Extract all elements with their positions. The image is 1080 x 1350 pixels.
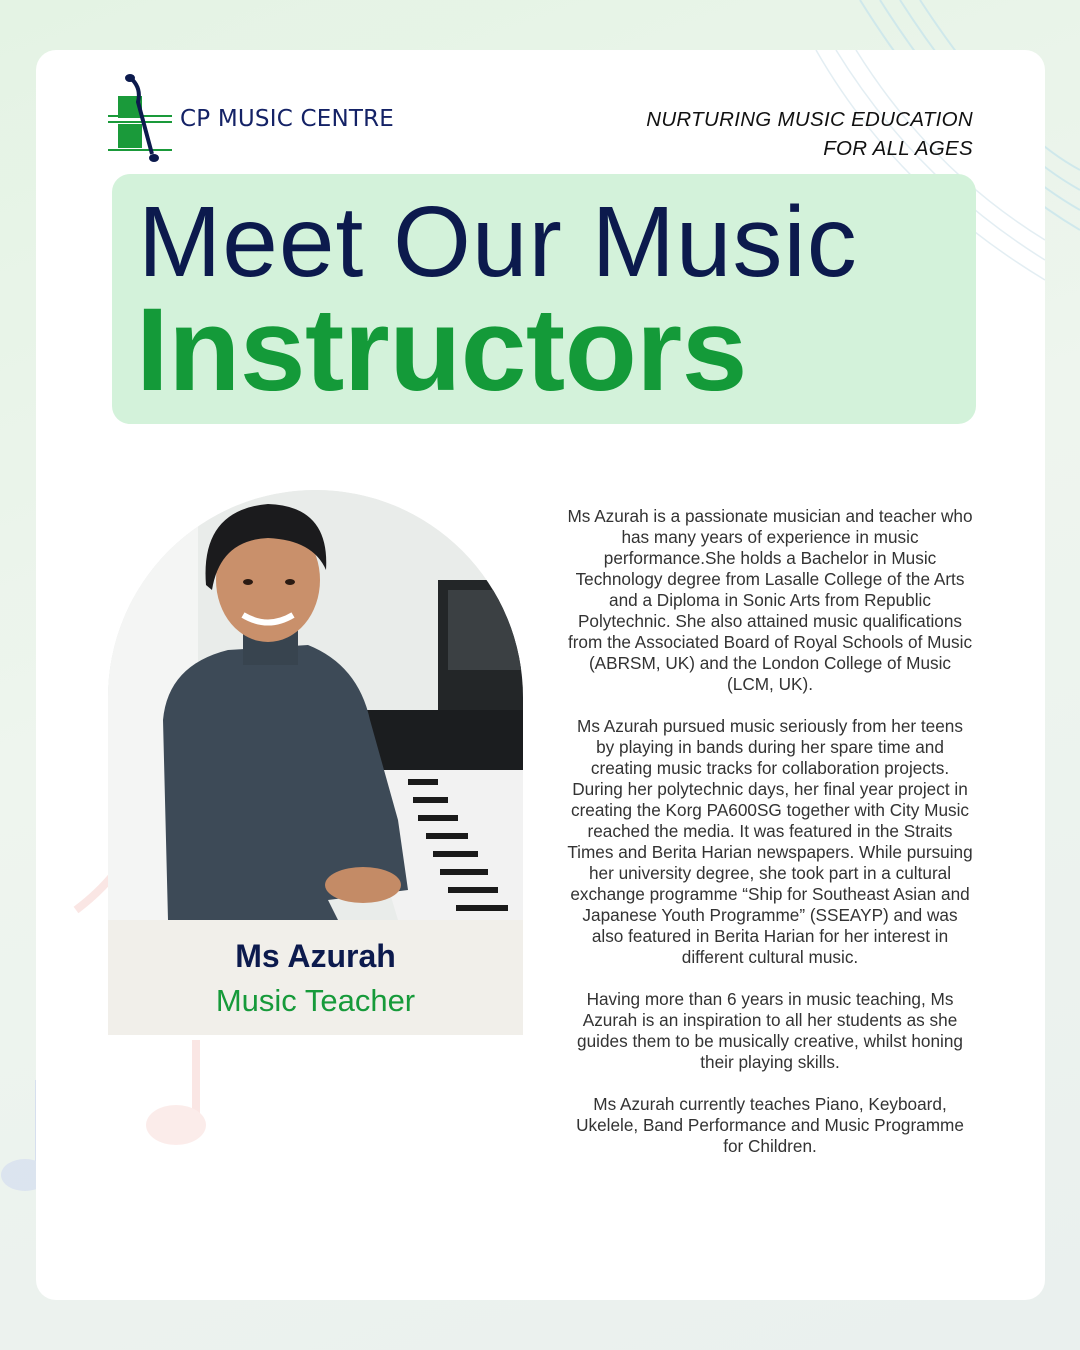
tagline (573, 105, 973, 163)
instructor-name: Ms Azurah (235, 938, 396, 974)
instructor-caption (108, 920, 523, 1035)
brand-name: CP MUSIC CENTRE (180, 106, 395, 132)
page-title-line-1: Meet Our Music (138, 186, 858, 298)
music-note-logo-icon (108, 74, 178, 166)
bio-paragraph-3: Having more than 6 years in music teaching, Ms Azurah is an inspiration to all her students as she guides them to be musically creative, whilst honing their playing skills. (577, 989, 963, 1072)
content-card (36, 50, 1045, 1300)
brand-logo[interactable] (108, 74, 408, 166)
page-title-line-2: Instructors (136, 284, 747, 416)
bio-paragraph-4: Ms Azurah currently teaches Piano, Keyboard, Ukelele, Band Performance and Music Programme for Children. (576, 1094, 964, 1156)
tagline-line-2: FOR ALL AGES (823, 137, 973, 160)
bio-paragraph-2: Ms Azurah pursued music seriously from her teens by playing in bands during her spare time and creating music tracks for collaboration projects. During her polytechnic days, her final year project in creating the Korg PA600SG together with City Music reached the media. It was featured in the Straits Times and Berita Harian newspapers. While pursuing her university degree, she took part in a cultural exchange programme “Ship for Southeast Asian and Japanese Youth Programme” (SSEAYP) and was also featured in Berita Harian for her interest in different cultural music. (567, 716, 973, 967)
instructor-role: Music Teacher (215, 983, 416, 1018)
tagline-line-1: NURTURING MUSIC EDUCATION (646, 108, 973, 131)
bio-paragraph-1: Ms Azurah is a passionate musician and teacher who has many years of experience in music performance.She holds a Bachelor in Music Technology degree from Lasalle College of the Arts and a Diploma in Sonic Arts from Republic Polytechnic. She also attained music qualifications from the Associated Board of Royal Schools of Music (ABRSM, UK) and the London College of Music (LCM, UK). (567, 506, 973, 694)
instructor-photo (108, 490, 523, 920)
instructor-portrait-illustration (108, 490, 523, 920)
page-title-box (112, 174, 976, 424)
instructor-bio (566, 506, 974, 1178)
